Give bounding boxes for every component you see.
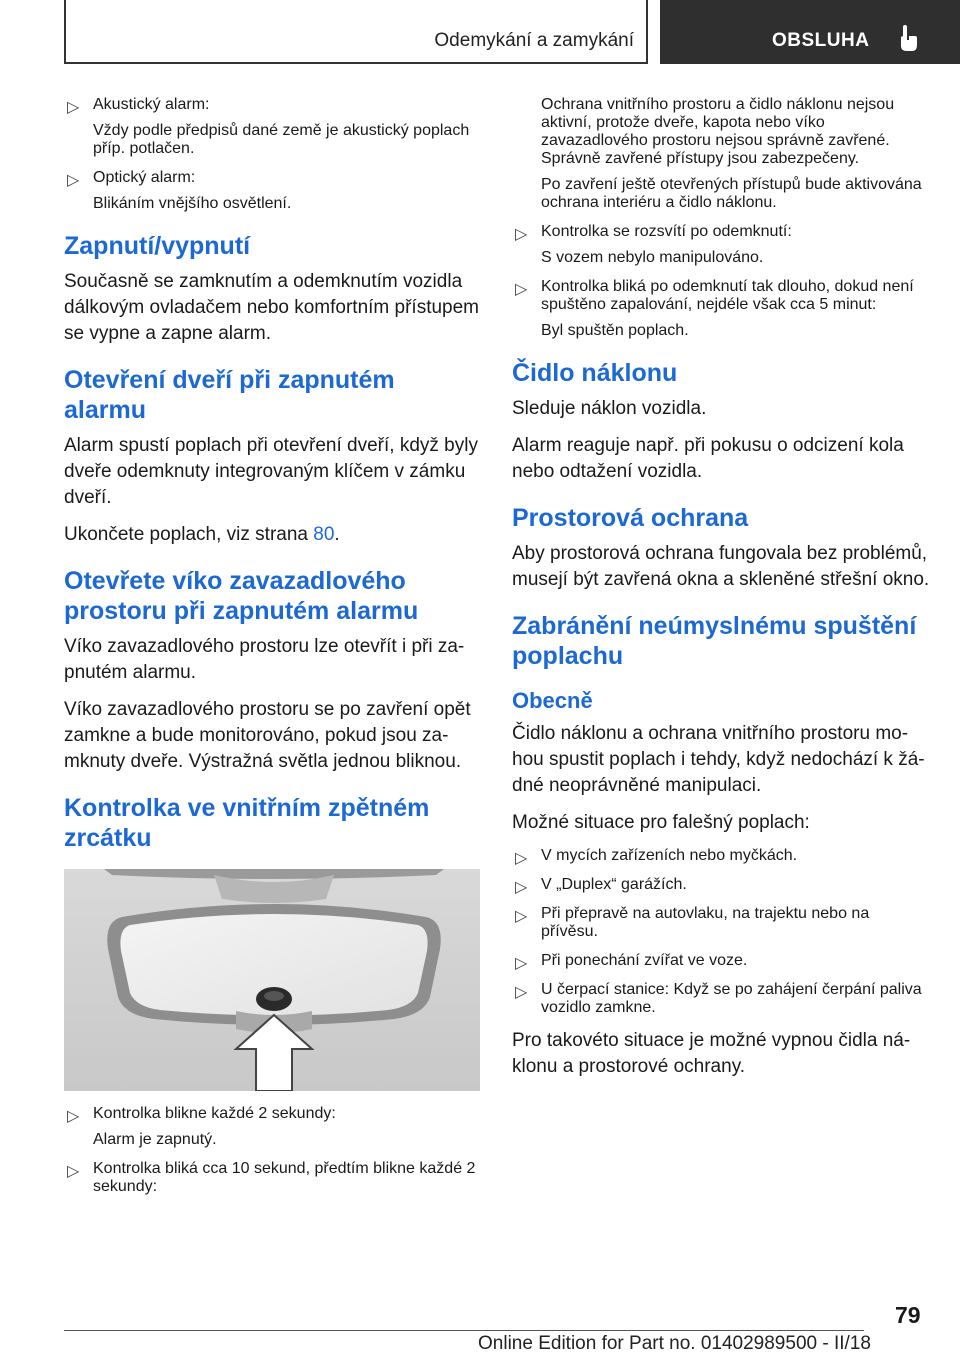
bullet-text: Ochrana vnitřního prostoru a čidlo náklonu nejsou aktivní, protože dveře, kapota nebo víko zavazadlového prostoru nejsou správně zavřené. Správně zavřené přístupy jsou zabezpečeny.: [541, 96, 895, 167]
paragraph: Sleduje náklon vozidla.: [512, 398, 707, 419]
bullet-text: U čerpací stanice: Když se po zahájení čerpání paliva vozidlo zamkne.: [541, 981, 922, 1016]
heading-trunk: Otevřete víko zavazadlového prostoru při zapnutém alarmu: [64, 567, 419, 625]
list-item: [512, 876, 930, 894]
bullet-text: Při ponechání zvířat ve voze.: [541, 952, 748, 969]
bullet-icon: ▷: [67, 1163, 80, 1180]
list-item: [64, 1105, 482, 1149]
paragraph: Víko zavazadlového prostoru se po zavření opět zamkne a bude monitorováno, pokud jsou zamknuty dveře. Výstražná světla jednou bliknou.: [64, 699, 471, 772]
list-item: [512, 278, 930, 340]
list-item: [64, 1160, 482, 1196]
bullet-icon: ▷: [67, 1108, 80, 1125]
rearview-mirror-photo: [64, 869, 480, 1091]
page-link[interactable]: 80: [313, 524, 335, 545]
bullet-text: Po zavření ještě otevřených přístupů bude aktivována ochrana interiéru a čidlo náklonu.: [541, 176, 922, 211]
bullet-icon: ▷: [515, 955, 528, 972]
bullet-icon: ▷: [67, 99, 80, 116]
list-item: [512, 847, 930, 865]
paragraph: Možné situace pro falešný poplach:: [512, 812, 810, 833]
right-column: [512, 96, 930, 1091]
bullet-icon: ▷: [515, 850, 528, 867]
footer-divider: [64, 1330, 864, 1331]
heading-interior-protection: Prostorová ochrana: [512, 504, 749, 532]
heading-on-off: Zapnutí/vypnutí: [64, 232, 251, 260]
bullet-text: V „Duplex“ garážích.: [541, 876, 687, 893]
bullet-text: Byl spuštěn poplach.: [541, 322, 689, 339]
bullet-text: Blikáním vnějšího osvětlení.: [93, 195, 292, 212]
bullet-icon: ▷: [515, 879, 528, 896]
bullet-icon: ▷: [67, 172, 80, 189]
paragraph: Aby prostorová ochrana fungovala bez problémů, musejí být zavřená okna a skleněné střešní okno.: [512, 543, 930, 590]
text: .: [334, 524, 340, 545]
paragraph: Alarm spustí poplach při otevření dveří, když byly dveře odemknuty integrovaným klíčem v zámku dveří.: [64, 435, 478, 508]
paragraph: Současně se zamknutím a odemknutím vozidla dálkovým ovladačem nebo komfortním přístupem se vypne a zapne alarm.: [64, 271, 480, 344]
bullet-title: Akustický alarm:: [93, 96, 210, 113]
header-tab: [660, 0, 960, 64]
subheading-general: Obecně: [512, 688, 593, 713]
paragraph: Alarm reaguje např. při pokusu o odcizení kola nebo odtažení vozidla.: [512, 435, 904, 482]
header-section-title: Odemykání a zamykání: [434, 30, 634, 51]
text: Ukončete poplach, viz strana: [64, 524, 314, 545]
header-tab-label: OBSLUHA: [772, 30, 870, 51]
list-item-continued: [512, 96, 930, 212]
bullet-icon: ▷: [515, 226, 528, 243]
heading-tilt-sensor: Čidlo náklonu: [512, 359, 678, 387]
paragraph: Víko zavazadlového prostoru lze otevřít i při zapnutém alarmu.: [64, 636, 465, 683]
bullet-text: S vozem nebylo manipulováno.: [541, 249, 764, 266]
bullet-text: Vždy podle předpisů dané země je akustický poplach příp. potlačen.: [93, 122, 470, 157]
list-item: [512, 905, 930, 941]
bullet-title: Kontrolka se rozsvítí po odemknutí:: [541, 223, 792, 240]
bullet-title: Kontrolka blikne každé 2 sekundy:: [93, 1105, 336, 1122]
bullet-icon: ▷: [515, 908, 528, 925]
bullet-title: Optický alarm:: [93, 169, 196, 186]
list-item: [512, 223, 930, 267]
paragraph: Čidlo náklonu a ochrana vnitřního prostoru mohou spustit poplach i tehdy, když nedochází k žádné neoprávněné manipulaci.: [512, 723, 925, 796]
paragraph-end-alarm: [64, 522, 482, 548]
bullet-icon: ▷: [515, 984, 528, 1001]
bullet-title: Kontrolka bliká cca 10 sekund, předtím blikne každé 2 sekundy:: [93, 1160, 476, 1195]
bullet-text: Alarm je zapnutý.: [93, 1131, 217, 1148]
heading-prevent-alarm: Zabránění neúmyslnému spuštění poplachu: [512, 612, 917, 670]
list-item: [512, 952, 930, 970]
touch-hand-icon: [896, 24, 920, 52]
left-column: [64, 96, 482, 1207]
heading-indicator: Kontrolka ve vnitřním zpětném zrcátku: [64, 794, 430, 852]
header-section-box: [64, 0, 648, 64]
footer-edition: Online Edition for Part no. 01402989500 - II/18: [478, 1333, 871, 1354]
list-item: [512, 981, 930, 1017]
list-item: [64, 169, 482, 213]
bullet-text: V mycích zařízeních nebo myčkách.: [541, 847, 798, 864]
bullet-icon: ▷: [515, 281, 528, 298]
heading-doors: Otevření dveří při zapnutém alarmu: [64, 366, 395, 424]
page-number: 79: [895, 1302, 921, 1328]
bullet-text: Při přepravě na autovlaku, na trajektu nebo na přívěsu.: [541, 905, 870, 940]
bullet-title: Kontrolka bliká po odemknutí tak dlouho, dokud není spuštěno zapalování, nejdéle však cca 5 minut:: [541, 278, 914, 313]
paragraph: Pro takovéto situace je možné vypnou čidla náklonu a prostorové ochrany.: [512, 1030, 911, 1077]
list-item: [64, 96, 482, 158]
